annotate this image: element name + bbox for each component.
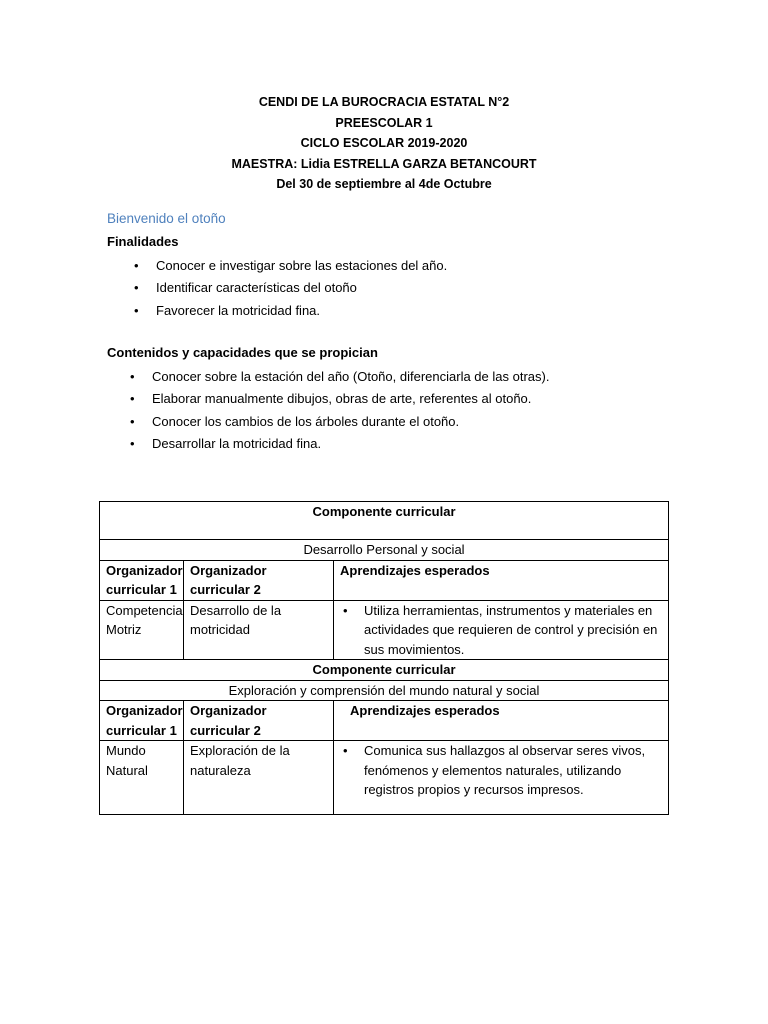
finalidades-list xyxy=(134,255,448,322)
bullet-icon: • xyxy=(134,258,139,273)
bullet-icon: • xyxy=(130,369,135,384)
header-grade: PREESCOLAR 1 xyxy=(335,115,433,130)
header-org2: Organizador curricular 2 xyxy=(184,701,334,741)
finalidades-title: Finalidades xyxy=(107,234,179,249)
component-area-1: Desarrollo Personal y social xyxy=(100,540,669,561)
component-title-1: Componente curricular xyxy=(100,502,669,540)
cell-aprend: • Utiliza herramientas, instrumentos y materiales en actividades que requieren de control y precisión en sus movimientos. xyxy=(334,600,669,660)
component-title-2: Componente curricular xyxy=(100,660,669,681)
table-row xyxy=(100,660,669,681)
table-header-row xyxy=(100,701,669,741)
bullet-icon: • xyxy=(130,435,135,451)
curriculum-table xyxy=(99,501,669,815)
contenidos-list xyxy=(130,366,550,455)
table-row xyxy=(100,600,669,660)
table-row xyxy=(100,502,669,540)
list-item: • Identificar características del otoño xyxy=(156,277,447,299)
bullet-icon: • xyxy=(130,413,135,429)
list-item: • Conocer e investigar sobre las estaciones del año. xyxy=(156,255,447,277)
cell-org2: Desarrollo de la motricidad xyxy=(184,600,334,660)
cell-aprend: • Comunica sus hallazgos al observar seres vivos, fenómenos y elementos naturales, utilizando registros propios y recursos impresos. xyxy=(334,741,669,815)
table-row xyxy=(100,540,669,561)
header-org1: Organizador curricular 1 xyxy=(100,701,184,741)
bullet-icon: • xyxy=(130,391,135,407)
header-org1: Organizador curricular 1 xyxy=(100,560,184,600)
contenidos-title: Contenidos y capacidades que se propician xyxy=(107,345,378,360)
header-aprend: Aprendizajes esperados xyxy=(334,560,669,600)
document-header xyxy=(0,92,768,195)
header-dates: Del 30 de septiembre al 4de Octubre xyxy=(276,177,492,191)
list-item: • Desarrollar la motricidad fina. xyxy=(152,433,549,455)
bullet-icon: • xyxy=(343,602,348,618)
header-school-year: CICLO ESCOLAR 2019-2020 xyxy=(300,136,468,150)
cell-org2: Exploración de la naturaleza xyxy=(184,741,334,815)
cell-org1: Mundo Natural xyxy=(100,741,184,815)
table-header-row xyxy=(100,560,669,600)
list-item: • Conocer sobre la estación del año (Otoño, diferenciarla de las otras). xyxy=(152,366,549,388)
table-row xyxy=(100,741,669,815)
list-item: • Conocer los cambios de los árboles durante el otoño. xyxy=(152,411,549,433)
component-area-2: Exploración y comprensión del mundo natural y social xyxy=(100,680,669,701)
list-item: • Favorecer la motricidad fina. xyxy=(156,300,447,322)
header-teacher: MAESTRA: Lidia ESTRELLA GARZA BETANCOURT xyxy=(231,156,537,171)
list-item: • Elaborar manualmente dibujos, obras de arte, referentes al otoño. xyxy=(152,388,549,410)
cell-org1: Competencia Motriz xyxy=(100,600,184,660)
bullet-icon: • xyxy=(134,302,139,318)
header-org2: Organizador curricular 2 xyxy=(184,560,334,600)
header-institution: CENDI DE LA BUROCRACIA ESTATAL N°2 xyxy=(258,95,510,109)
header-aprend: Aprendizajes esperados xyxy=(334,701,669,741)
table-row xyxy=(100,680,669,701)
bullet-icon: • xyxy=(343,743,348,758)
project-title: Bienvenido el otoño xyxy=(107,211,226,226)
bullet-icon: • xyxy=(134,280,139,296)
